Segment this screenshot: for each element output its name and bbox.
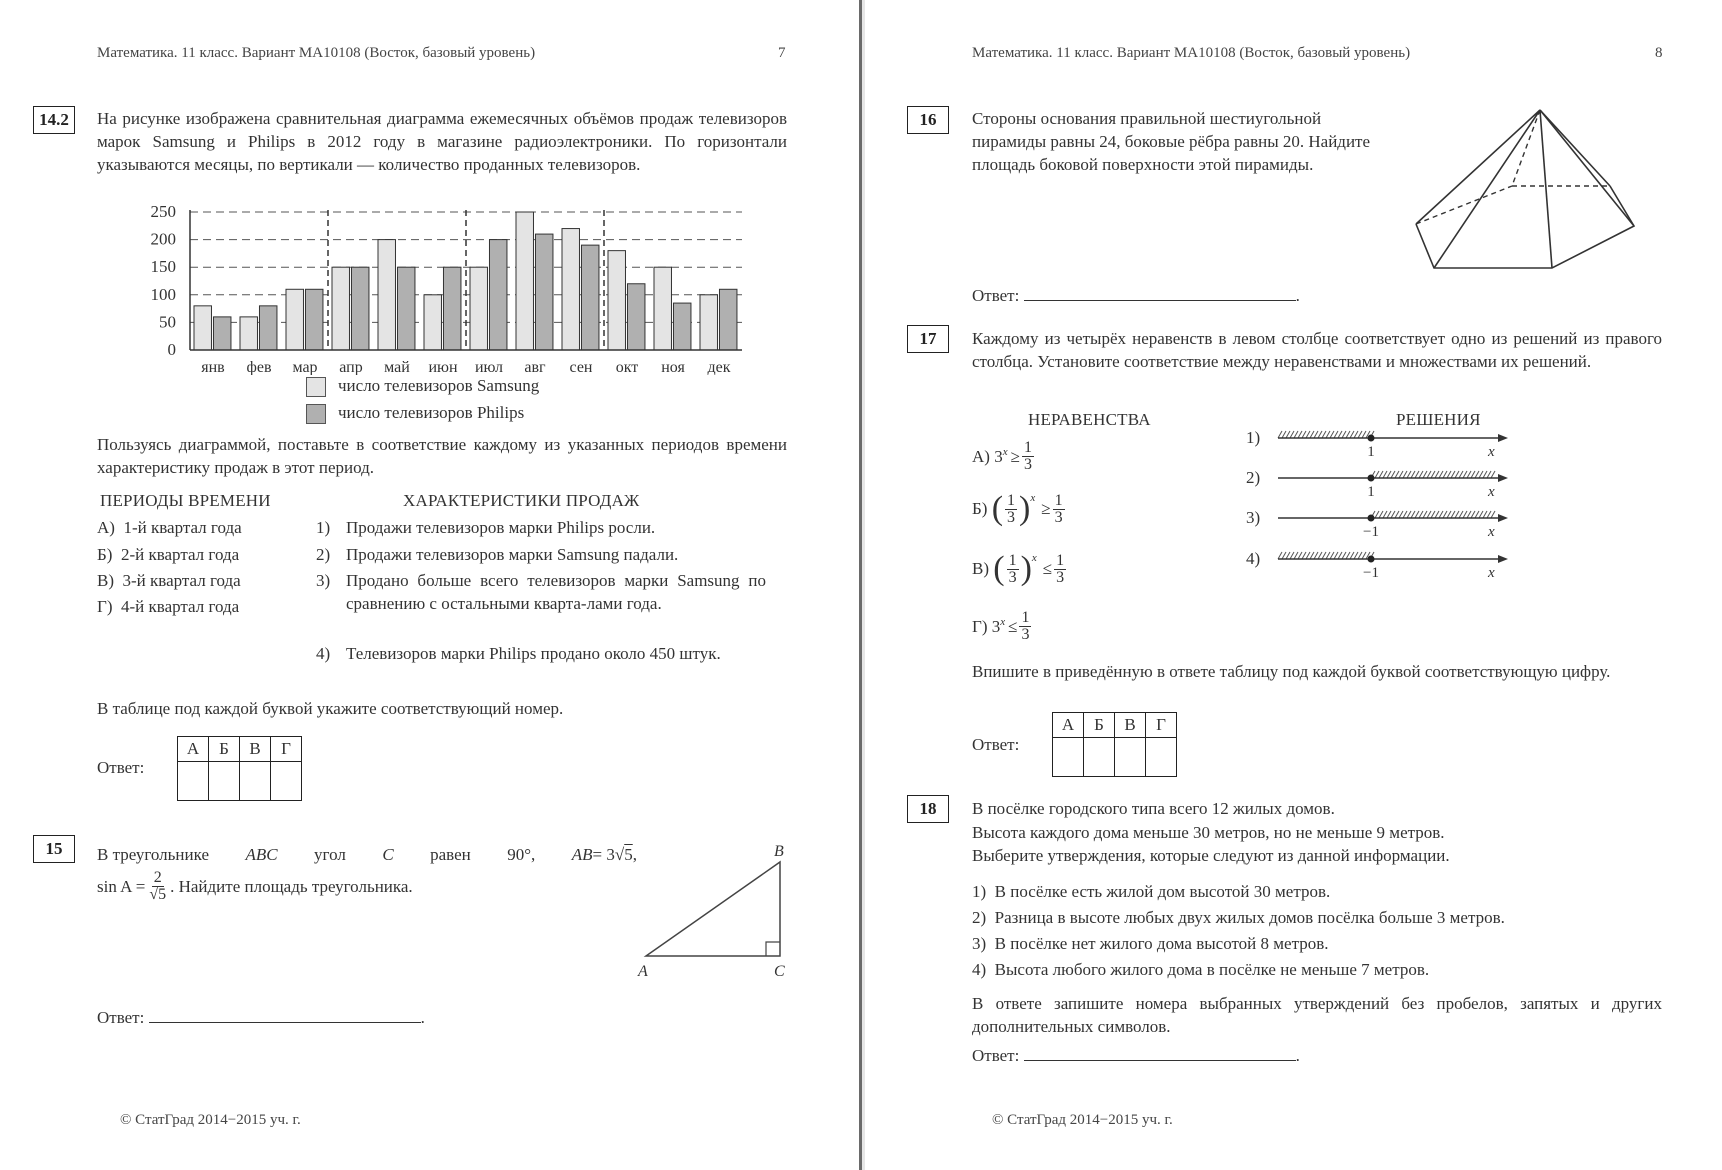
solution-label: 1) bbox=[1246, 428, 1261, 447]
answer-16: Ответ: . bbox=[972, 286, 1300, 305]
answer-label-18: Ответ: bbox=[972, 1046, 1020, 1065]
table-instruction: В таблице под каждой буквой укажите соответствующий номер. bbox=[97, 699, 564, 718]
legend-samsung bbox=[306, 376, 539, 397]
svg-text:мар: мар bbox=[292, 359, 318, 375]
answer-cell-v[interactable] bbox=[1115, 738, 1146, 777]
answer-cell-b[interactable] bbox=[209, 762, 240, 801]
periods-heading: ПЕРИОДЫ ВРЕМЕНИ bbox=[100, 491, 271, 510]
hexagonal-pyramid-figure bbox=[1406, 100, 1646, 275]
task-number-17: 17 bbox=[907, 325, 949, 353]
answer-label-17: Ответ: bbox=[972, 735, 1020, 754]
char-3-label: 3) bbox=[316, 571, 331, 590]
svg-text:фев: фев bbox=[246, 359, 272, 375]
task-14-2-instruction: Пользуясь диаграммой, поставьте в соответствие каждому из указанных периодов времени характеристику продаж в этот период. bbox=[97, 435, 787, 477]
sales-bar-chart bbox=[130, 200, 750, 375]
answer-cell-g[interactable] bbox=[1146, 738, 1177, 777]
footer-copyright: © СтатГрад 2014−2015 уч. г. bbox=[120, 1112, 301, 1128]
task-18-option-1: 1) В посёлке есть жилой дом высотой 30 метров. bbox=[972, 882, 1331, 901]
page-number: 8 bbox=[1655, 45, 1663, 61]
answer-label-14-2: Ответ: bbox=[97, 758, 145, 777]
inequalities-heading: НЕРАВЕНСТВА bbox=[1028, 410, 1151, 429]
svg-text:100: 100 bbox=[150, 284, 176, 304]
legend-label-samsung: число телевизоров Samsung bbox=[338, 376, 540, 395]
task-17-text: Каждому из четырёх неравенств в левом столбце соответствует одно из решений из правого столбца. Установите соответствие между неравенствами и множествами их решений. bbox=[972, 329, 1662, 371]
task-18-instruction: В ответе запишите номера выбранных утверждений без пробелов, запятых и других дополнительных символов. bbox=[972, 994, 1662, 1036]
task-15-line2: sin A = $\frac{2}{√5}$ . Найдите площадь треугольника. bbox=[97, 869, 413, 903]
solution-label: 4) bbox=[1246, 549, 1261, 568]
svg-text:250: 250 bbox=[150, 202, 176, 221]
svg-text:150: 150 bbox=[150, 257, 176, 277]
svg-text:июн: июн bbox=[428, 359, 458, 375]
svg-text:июл: июл bbox=[474, 359, 504, 375]
svg-text:−1: −1 bbox=[1363, 565, 1379, 581]
answer-table-14-2 bbox=[177, 736, 302, 801]
inequality-b: Б) ( $\frac{1}{3}$ ) $^x$ ≥ $\frac{1}{3}$ bbox=[972, 490, 1063, 527]
number-line-icon bbox=[1276, 464, 1516, 504]
char-1-text: Продажи телевизоров марки Philips росли. bbox=[346, 518, 656, 537]
number-line-icon bbox=[1276, 424, 1516, 464]
svg-text:x: x bbox=[1488, 484, 1495, 500]
page-7 bbox=[0, 0, 860, 1170]
task-18-option-2: 2) Разница в высоте любых двух жилых домов посёлка больше 3 метров. bbox=[972, 908, 1505, 927]
page-divider-shadow bbox=[862, 0, 865, 1170]
answer-15: Ответ: . bbox=[97, 1008, 425, 1027]
answer-18: Ответ: . bbox=[972, 1046, 1300, 1065]
answer-col-v: В bbox=[1115, 713, 1146, 738]
answer-col-g: Г bbox=[271, 737, 302, 762]
solution-label: 3) bbox=[1246, 508, 1261, 527]
char-1-label: 1) bbox=[316, 518, 331, 537]
svg-text:50: 50 bbox=[159, 312, 176, 332]
svg-text:май: май bbox=[384, 359, 410, 375]
task-18-line-2: Высота каждого дома меньше 30 метров, но не меньше 9 метров. bbox=[972, 823, 1445, 842]
answer-label-15: Ответ: bbox=[97, 1008, 145, 1027]
svg-text:окт: окт bbox=[615, 359, 639, 375]
answer-col-g: Г bbox=[1146, 713, 1177, 738]
svg-text:x: x bbox=[1488, 444, 1495, 460]
char-2-text: Продажи телевизоров марки Samsung падали. bbox=[346, 545, 679, 564]
answer-col-b: Б bbox=[209, 737, 240, 762]
answer-cell-b[interactable] bbox=[1084, 738, 1115, 777]
svg-text:апр: апр bbox=[339, 359, 363, 375]
svg-text:1: 1 bbox=[1367, 484, 1375, 500]
svg-text:ноя: ноя bbox=[661, 359, 685, 375]
answer-cell-v[interactable] bbox=[240, 762, 271, 801]
period-item-a: А) 1-й квартал года bbox=[97, 518, 242, 537]
svg-text:x: x bbox=[1488, 565, 1495, 581]
task-number-15: 15 bbox=[33, 835, 75, 863]
number-line-icon bbox=[1276, 545, 1516, 585]
inequality-v: В) ( $\frac{1}{3}$ ) $^x$ ≤ $\frac{1}{3}$ bbox=[972, 550, 1065, 587]
solution-label: 2) bbox=[1246, 468, 1261, 487]
svg-text:янв: янв bbox=[201, 359, 225, 375]
svg-text:−1: −1 bbox=[1363, 524, 1379, 540]
task-18-line-1: В посёлке городского типа всего 12 жилых домов. bbox=[972, 799, 1335, 818]
footer-copyright: © СтатГрад 2014−2015 уч. г. bbox=[992, 1112, 1173, 1128]
inequality-g: Г) 3 $^x$ ≤ $\frac{1}{3}$ bbox=[972, 609, 1030, 643]
legend-label-philips: число телевизоров Philips bbox=[338, 403, 525, 422]
svg-text:дек: дек bbox=[707, 359, 731, 375]
answer-input-18[interactable] bbox=[1024, 1046, 1296, 1061]
char-4-label: 4) bbox=[316, 644, 331, 663]
answer-input-15[interactable] bbox=[149, 1008, 421, 1023]
period-item-g: Г) 4-й квартал года bbox=[97, 597, 240, 616]
svg-text:A: A bbox=[638, 963, 648, 980]
answer-col-b: Б bbox=[1084, 713, 1115, 738]
answer-col-a: А bbox=[1053, 713, 1084, 738]
number-line-icon bbox=[1276, 504, 1516, 544]
legend-swatch-philips bbox=[306, 404, 326, 424]
triangle-abc-figure bbox=[630, 840, 800, 980]
legend-philips bbox=[306, 403, 524, 424]
svg-text:B: B bbox=[774, 843, 784, 860]
task-15-line1: В треугольнике ABC угол C равен 90°, AB= 3√5, bbox=[97, 845, 637, 864]
char-3-text: Продано больше всего телевизоров марки Samsung по сравнению с остальными кварта-лами года. bbox=[346, 571, 766, 613]
period-item-b: Б) 2-й квартал года bbox=[97, 545, 240, 564]
solutions-heading: РЕШЕНИЯ bbox=[1396, 410, 1481, 429]
svg-text:сен: сен bbox=[569, 359, 593, 375]
task-18-line-3: Выберите утверждения, которые следуют из данной информации. bbox=[972, 846, 1450, 865]
page-header: Математика. 11 класс. Вариант МА10108 (Восток, базовый уровень) bbox=[97, 45, 536, 61]
answer-cell-g[interactable] bbox=[271, 762, 302, 801]
task-number-14-2: 14.2 bbox=[33, 106, 75, 134]
legend-swatch-samsung bbox=[306, 377, 326, 397]
svg-text:1: 1 bbox=[1367, 444, 1375, 460]
sin-fraction: $\frac{2}{√5}$ bbox=[149, 869, 167, 903]
task-number-18: 18 bbox=[907, 795, 949, 823]
page-8 bbox=[866, 0, 1722, 1170]
answer-input-16[interactable] bbox=[1024, 286, 1296, 301]
page-header: Математика. 11 класс. Вариант МА10108 (Восток, базовый уровень) bbox=[972, 45, 1411, 61]
inequality-a: А) 3 $^x$ ≥ $\frac{1}{3}$ bbox=[972, 439, 1032, 473]
char-2-label: 2) bbox=[316, 545, 331, 564]
answer-table-17 bbox=[1052, 712, 1177, 777]
svg-text:200: 200 bbox=[150, 229, 176, 249]
task-number-16: 16 bbox=[907, 106, 949, 134]
answer-label-16: Ответ: bbox=[972, 286, 1020, 305]
task-17-instruction: Впишите в приведённую в ответе таблицу под каждой буквой соответствующую цифру. bbox=[972, 662, 1611, 681]
svg-text:0: 0 bbox=[167, 340, 176, 359]
characteristics-heading: ХАРАКТЕРИСТИКИ ПРОДАЖ bbox=[403, 491, 640, 510]
answer-cell-a[interactable] bbox=[178, 762, 209, 801]
task-16-text: Стороны основания правильной шестиугольной пирамиды равны 24, боковые рёбра равны 20. Найдите площадь боковой поверхности этой пирамиды. bbox=[972, 109, 1371, 174]
task-18-option-4: 4) Высота любого жилого дома в посёлке не меньше 7 метров. bbox=[972, 960, 1430, 979]
period-item-v: В) 3-й квартал года bbox=[97, 571, 241, 590]
svg-text:C: C bbox=[774, 963, 785, 980]
answer-col-v: В bbox=[240, 737, 271, 762]
task-14-2-intro: На рисунке изображена сравнительная диаграмма ежемесячных объёмов продаж телевизоров марок Samsung и Philips в 2012 году в магазине радиоэлектроники. По горизонтали указываются месяцы, по вертикали — количество проданных телевизоров. bbox=[97, 109, 787, 174]
svg-text:авг: авг bbox=[524, 359, 546, 375]
answer-cell-a[interactable] bbox=[1053, 738, 1084, 777]
char-4-text: Телевизоров марки Philips продано около 450 штук. bbox=[346, 644, 721, 663]
task-18-option-3: 3) В посёлке нет жилого дома высотой 8 метров. bbox=[972, 934, 1329, 953]
svg-text:x: x bbox=[1488, 524, 1495, 540]
answer-col-a: А bbox=[178, 737, 209, 762]
page-number: 7 bbox=[778, 45, 786, 61]
